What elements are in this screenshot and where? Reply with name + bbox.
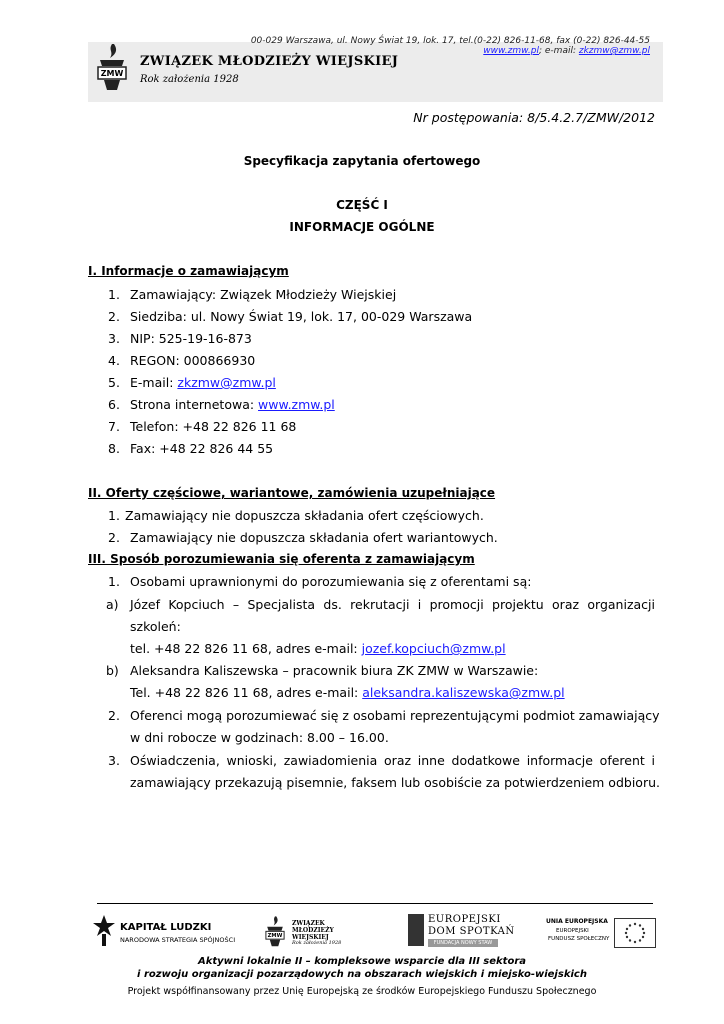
footer-project-line2: i rozwoju organizacji pozarządowych na obszarach wiejskich i miejsko-wiejskich bbox=[137, 969, 587, 980]
footer-funding-line: Projekt współfinansowany przez Unię Europejską ze środków Europejskiego Funduszu Społecznego bbox=[127, 986, 597, 997]
footer-project-line1: Aktywni lokalnie II – kompleksowe wsparcie dla III sektora bbox=[197, 956, 527, 967]
svg-text:ZMW: ZMW bbox=[267, 933, 283, 940]
part-label: CZĘŚĆ I bbox=[336, 198, 388, 212]
list-item-cont: w dni robocze w godzinach: 8.00 – 16.00. bbox=[130, 730, 389, 745]
eds-logo: EUROPEJSKI DOM SPOTKAŃ FUNDACJA NOWY STAW bbox=[408, 912, 518, 952]
header-email-link[interactable]: zkzmw@zmw.pl bbox=[578, 46, 650, 56]
header-address: 00-029 Warszawa, ul. Nowy Świat 19, lok. 17, tel.(0-22) 826-11-68, fax (0-22) 826-44-55 bbox=[250, 36, 650, 46]
list-item: Oświadczenia, wnioski, zawiadomienia oraz inne dodatkowe informacje oferent i bbox=[130, 753, 655, 768]
contact-a-line3: tel. +48 22 826 11 68, adres e-mail: jozef.kopciuch@zmw.pl bbox=[130, 641, 506, 656]
eu-flag-icon bbox=[614, 918, 656, 948]
jozef-email-link[interactable]: jozef.kopciuch@zmw.pl bbox=[361, 641, 506, 656]
list-item: REGON: 000866930 bbox=[130, 353, 256, 368]
list-item: Fax: +48 22 826 44 55 bbox=[130, 441, 274, 456]
email-link[interactable]: zkzmw@zmw.pl bbox=[177, 375, 276, 390]
list-item-cont: zamawiający przekazują pisemnie, faksem lub osobiście za potwierdzeniem odbioru. bbox=[130, 775, 660, 790]
section-1-heading: I. Informacje o zamawiającym bbox=[88, 264, 289, 278]
section-2-heading: II. Oferty częściowe, wariantowe, zamówienia uzupełniające bbox=[88, 486, 496, 500]
svg-text:ZMW: ZMW bbox=[100, 69, 124, 78]
kapital-ludzki-logo bbox=[92, 914, 236, 948]
website-link[interactable]: www.zmw.pl bbox=[258, 397, 335, 412]
footer-divider bbox=[97, 903, 653, 904]
contact-a-line1: Józef Kopciuch – Specjalista ds. rekrutacji i promocji projektu oraz organizacji bbox=[130, 597, 655, 612]
contact-b-line2: Tel. +48 22 826 11 68, adres e-mail: aleksandra.kaliszewska@zmw.pl bbox=[130, 685, 565, 700]
kl-subtitle: NARODOWA STRATEGIA SPÓJNOŚCI bbox=[120, 936, 236, 944]
contact-a-line2: szkoleń: bbox=[130, 619, 181, 634]
ue-efs-logo: UNIA EUROPEJSKA EUROPEJSKI FUNDUSZ SPOŁECZNY bbox=[546, 914, 658, 950]
zmw-footer-logo: ZMW ZWIĄZEK MŁODZIEŻY WIEJSKIEJ Rok założenia 1928 bbox=[262, 914, 372, 950]
org-name: ZWIĄZEK MŁODZIEŻY WIEJSKIEJ bbox=[140, 54, 399, 69]
list-item: Strona internetowa: www.zmw.pl bbox=[130, 397, 335, 412]
header-contact: www.zmw.pl; e-mail: zkzmw@zmw.pl bbox=[483, 46, 650, 56]
reference-number: Nr postępowania: 8/5.4.2.7/ZMW/2012 bbox=[413, 110, 655, 125]
aleksandra-email-link[interactable]: aleksandra.kaliszewska@zmw.pl bbox=[362, 685, 565, 700]
list-item: Zamawiający nie dopuszcza składania ofert wariantowych. bbox=[130, 530, 498, 545]
list-item: Osobami uprawnionymi do porozumiewania się z oferentami są: bbox=[130, 574, 532, 589]
document-title: Specyfikacja zapytania ofertowego bbox=[243, 154, 481, 168]
list-item: Zamawiający nie dopuszcza składania ofert częściowych. bbox=[125, 508, 484, 523]
part-title: INFORMACJE OGÓLNE bbox=[289, 220, 435, 234]
kl-title: KAPITAŁ LUDZKI bbox=[120, 922, 212, 933]
header-website-link[interactable]: www.zmw.pl bbox=[483, 46, 539, 56]
org-founded: Rok założenia 1928 bbox=[140, 74, 239, 85]
list-item: Siedziba: ul. Nowy Świat 19, lok. 17, 00-029 Warszawa bbox=[130, 309, 473, 324]
section-3-heading: III. Sposób porozumiewania się oferenta z zamawiającym bbox=[88, 552, 475, 566]
list-item: NIP: 525-19-16-873 bbox=[130, 331, 252, 346]
list-item: Oferenci mogą porozumiewać się z osobami reprezentującymi podmiot zamawiający bbox=[130, 708, 660, 723]
zmw-logo bbox=[92, 42, 132, 94]
list-item: Telefon: +48 22 826 11 68 bbox=[130, 419, 297, 434]
list-item: Zamawiający: Związek Młodzieży Wiejskiej bbox=[130, 287, 397, 302]
contact-b-line1: Aleksandra Kaliszewska – pracownik biura ZK ZMW w Warszawie: bbox=[130, 663, 539, 678]
list-item: E-mail: zkzmw@zmw.pl bbox=[130, 375, 276, 390]
